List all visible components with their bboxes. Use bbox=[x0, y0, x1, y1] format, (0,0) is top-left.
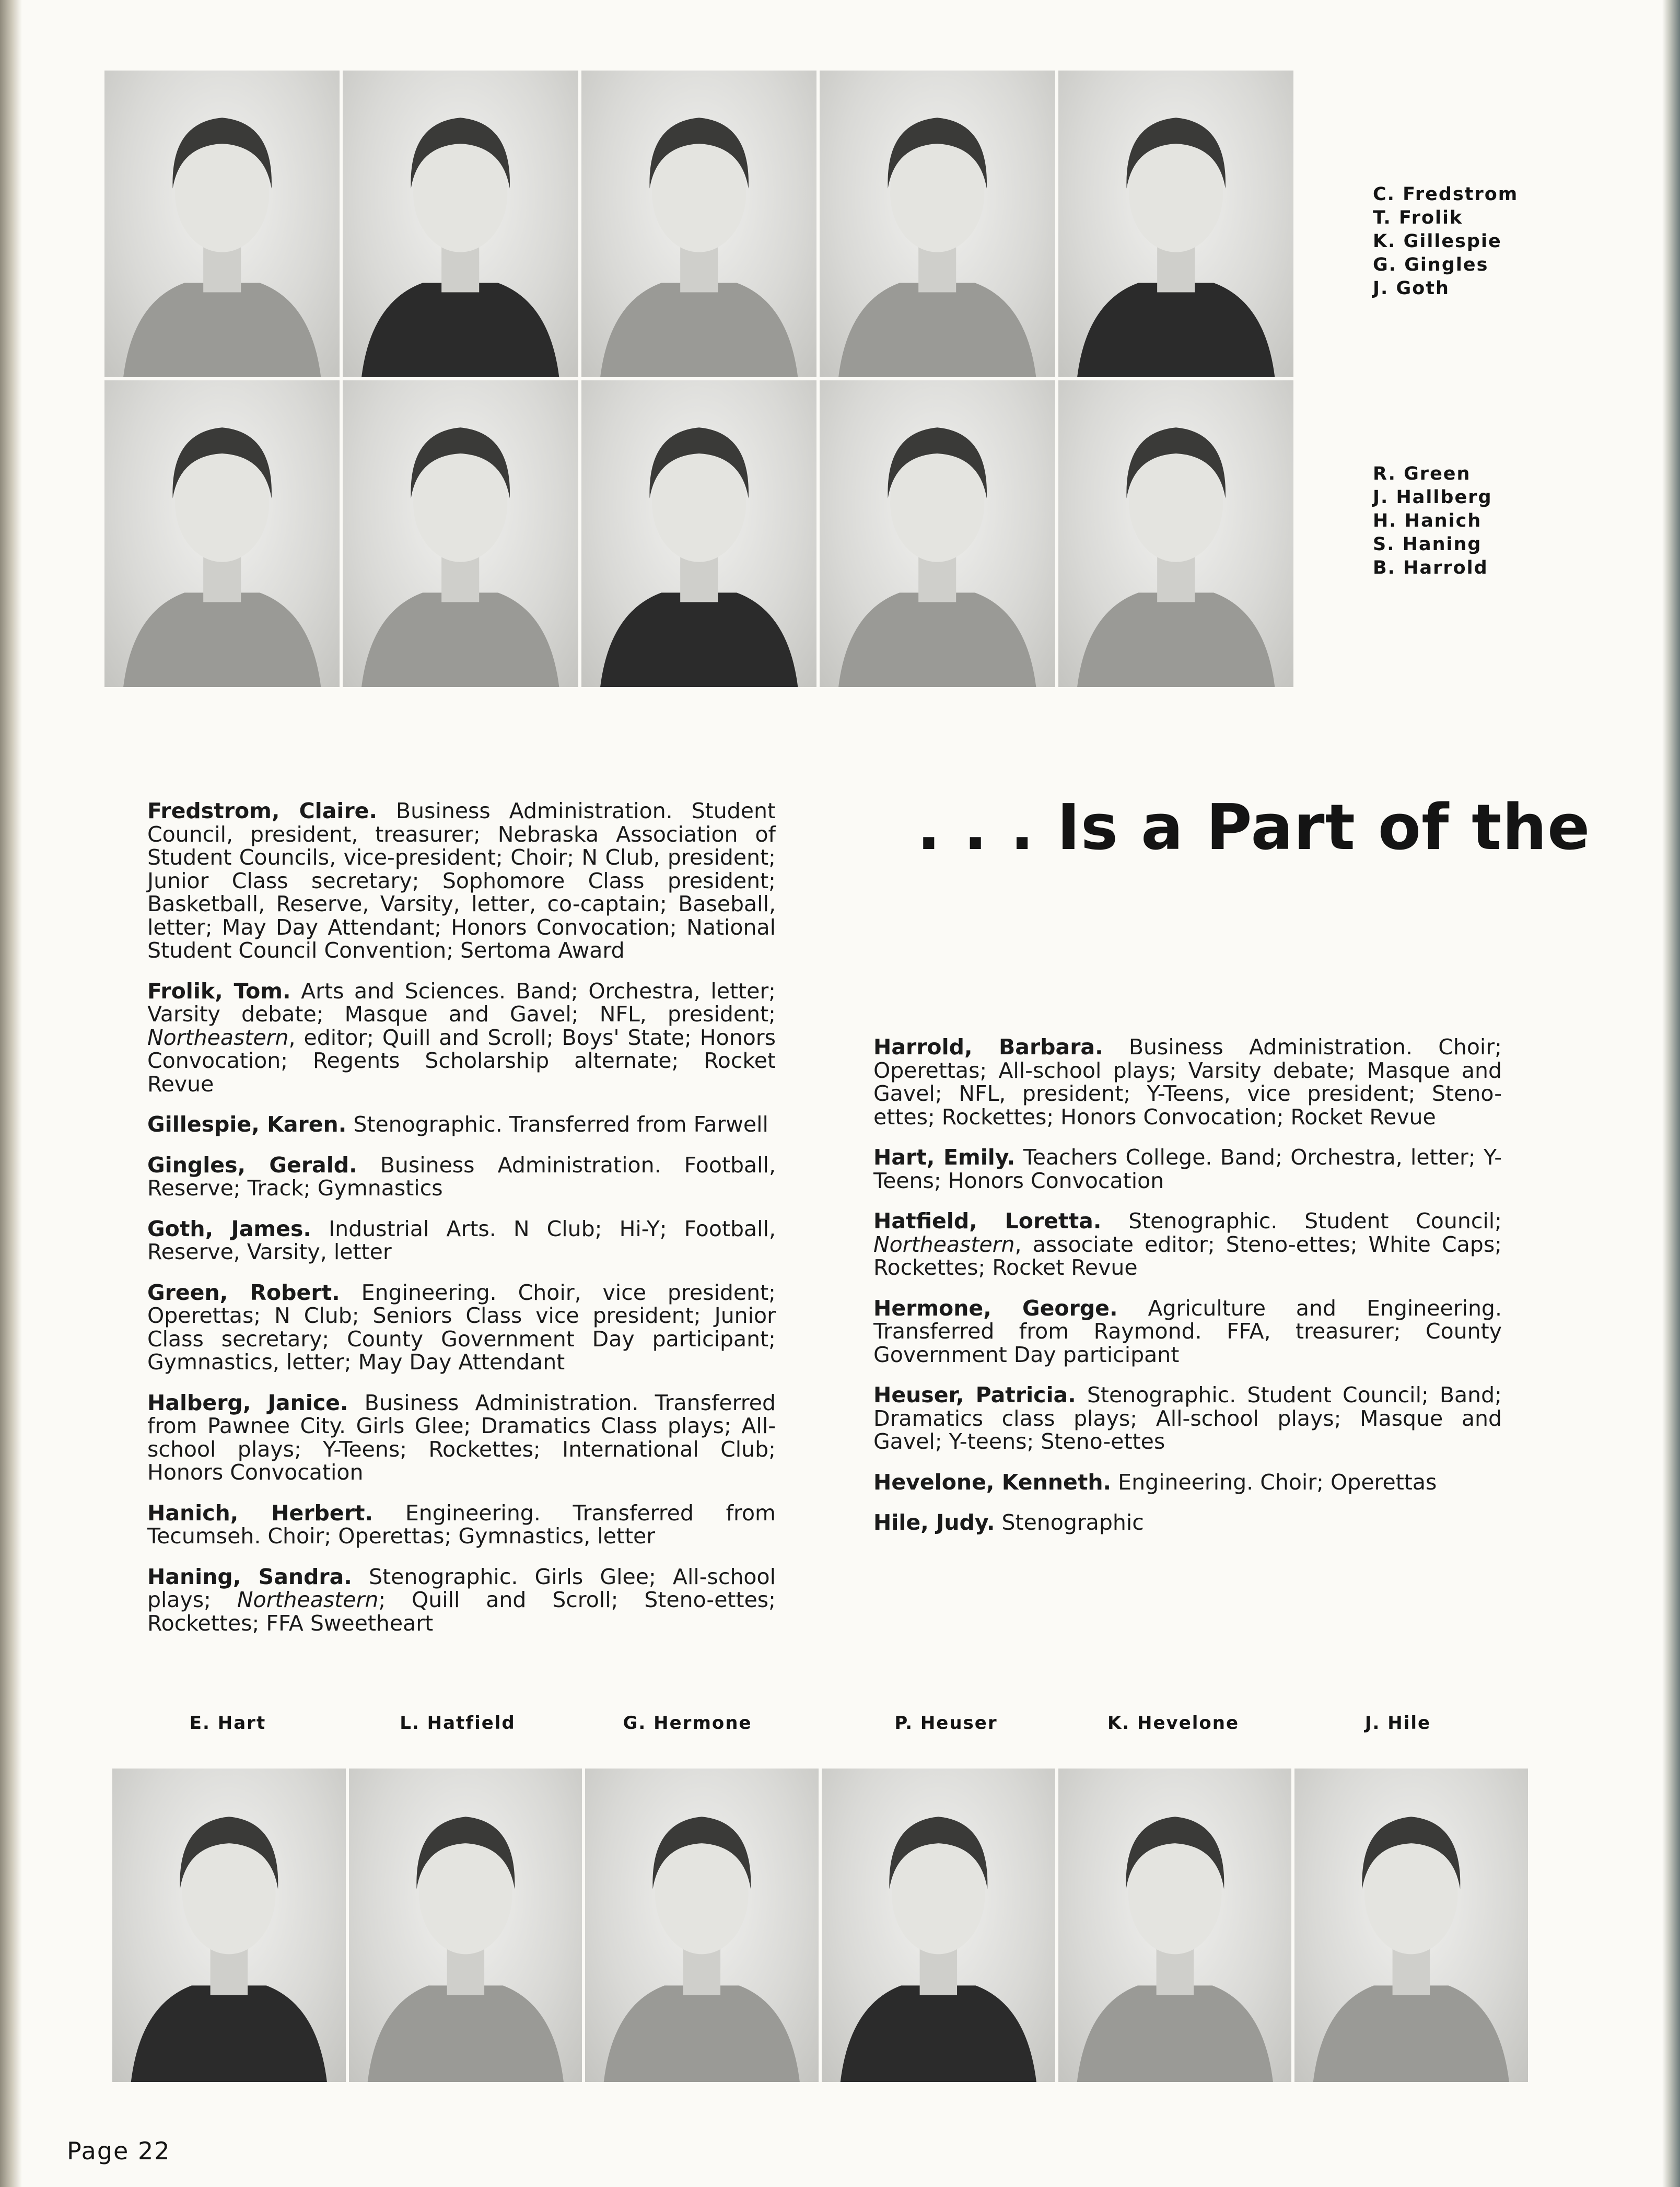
bio-entry bbox=[147, 1391, 776, 1484]
caption-name: J. Goth bbox=[1373, 278, 1450, 299]
bio-text: Stenographic bbox=[1001, 1510, 1144, 1535]
bio-name: Halberg, Janice. bbox=[147, 1390, 348, 1415]
bio-entry bbox=[873, 1383, 1502, 1453]
bio-text: Arts and Sciences. Band; Orchestra, letter; Varsity debate; Masque and Gavel; NFL, president; Northeastern, editor; Quill and Scroll; Boys' State; Honors Convocation; Regents Scholarship alternate; Rocket Revue bbox=[147, 978, 776, 1097]
bio-entry bbox=[147, 1154, 776, 1200]
portrait-g-gingles bbox=[820, 71, 1055, 377]
bio-text: Engineering. Transferred from Tecumseh. Choir; Operettas; Gymnastics, letter bbox=[147, 1500, 776, 1549]
caption-name: B. Harrold bbox=[1373, 557, 1488, 578]
bio-name: Hevelone, Kenneth. bbox=[873, 1469, 1112, 1495]
bio-name: Haning, Sandra. bbox=[147, 1564, 352, 1589]
page-headline: . . . Is a Part of the bbox=[917, 792, 1591, 864]
top-row-name-list bbox=[1373, 183, 1518, 300]
bio-entry bbox=[873, 1471, 1502, 1494]
bio-name: Hermone, George. bbox=[873, 1295, 1118, 1321]
bio-name: Hile, Judy. bbox=[873, 1510, 995, 1535]
bio-name: Goth, James. bbox=[147, 1216, 311, 1241]
caption-name: G. Gingles bbox=[1373, 254, 1489, 275]
bottom-caption-name: L. Hatfield bbox=[400, 1713, 516, 1734]
page-number: Page 22 bbox=[67, 2137, 171, 2165]
senior-portrait-grid-bottom bbox=[112, 1769, 1528, 2082]
bottom-caption-name: J. Hile bbox=[1364, 1713, 1431, 1734]
bio-text: Business Administration. Choir; Operettas; All-school plays; Varsity debate; Masque and Gavel; NFL, president; Y-Teens, vice president; Steno-ettes; Rockettes; Honors Convocation; Rocket Revue bbox=[873, 1034, 1502, 1130]
senior-portrait-grid-top bbox=[104, 71, 1293, 687]
bio-text: Stenographic. Transferred from Farwell bbox=[353, 1112, 768, 1137]
bottom-caption-name: E. Hart bbox=[189, 1713, 266, 1734]
bio-name: Fredstrom, Claire. bbox=[147, 798, 378, 823]
portrait-j-hile bbox=[1294, 1769, 1528, 2082]
bio-text: Business Administration. Student Council, president, treasurer; Nebraska Association of Student Councils, vice-president; Choir; N Club, president; Junior Class secretary; Sophomore Class president; Basketball, Reserve, Varsity, letter, co-captain; Baseball, letter; May Day Attendant; Honors Convocation; National Student Council Convention; Sertoma Award bbox=[147, 798, 776, 963]
bio-entry bbox=[147, 1281, 776, 1374]
portrait-p-heuser bbox=[822, 1769, 1055, 2082]
bio-text: Stenographic. Girls Glee; All-school plays; Northeastern; Quill and Scroll; Steno-ettes; Rockettes; FFA Sweetheart bbox=[147, 1564, 776, 1636]
portrait-e-hart bbox=[112, 1769, 346, 2082]
portrait-g-hermone bbox=[585, 1769, 819, 2082]
middle-row-name-list bbox=[1373, 462, 1492, 580]
bio-entry bbox=[147, 1502, 776, 1548]
bio-text: Teachers College. Band; Orchestra, letter; Y-Teens; Honors Convocation bbox=[873, 1145, 1502, 1193]
bottom-caption-name: P. Heuser bbox=[894, 1713, 998, 1734]
bio-text: Business Administration. Transferred from Pawnee City. Girls Glee; Dramatics Class plays; All-school plays; Y-Teens; Rockettes; International Club; Honors Convocation bbox=[147, 1390, 776, 1485]
bio-entry bbox=[147, 980, 776, 1096]
caption-name: S. Haning bbox=[1373, 534, 1482, 555]
caption-name: C. Fredstrom bbox=[1373, 184, 1519, 205]
bio-entry bbox=[873, 1511, 1502, 1534]
caption-name: J. Hallberg bbox=[1373, 487, 1492, 508]
bio-name: Green, Robert. bbox=[147, 1279, 340, 1305]
bio-name: Frolik, Tom. bbox=[147, 978, 291, 1004]
bio-name: Hatfield, Loretta. bbox=[873, 1208, 1102, 1234]
bio-text: Industrial Arts. N Club; Hi-Y; Football, Reserve, Varsity, letter bbox=[147, 1216, 776, 1264]
portrait-c-fredstrom bbox=[104, 71, 340, 377]
biography-column-left bbox=[147, 799, 776, 1652]
bio-name: Hart, Emily. bbox=[873, 1145, 1016, 1170]
bio-text: Engineering. Choir; Operettas bbox=[1118, 1469, 1437, 1495]
bio-text: Engineering. Choir, vice president; Operettas; N Club; Seniors Class vice president; Junior Class secretary; County Government Day participant; Gymnastics, letter; May Day Attendant bbox=[147, 1279, 776, 1375]
bio-name: Gingles, Gerald. bbox=[147, 1152, 357, 1178]
bottom-caption-name: G. Hermone bbox=[623, 1713, 752, 1734]
portrait-r-green bbox=[104, 380, 340, 687]
bio-entry bbox=[147, 1113, 776, 1136]
bio-text: Stenographic. Student Council; Band; Dramatics class plays; All-school plays; Masque and Gavel; Y-teens; Steno-ettes bbox=[873, 1382, 1502, 1454]
bio-entry bbox=[873, 1036, 1502, 1129]
bio-name: Heuser, Patricia. bbox=[873, 1382, 1076, 1407]
portrait-j-hallberg bbox=[343, 380, 578, 687]
bio-entry bbox=[873, 1297, 1502, 1367]
caption-name: R. Green bbox=[1373, 463, 1471, 484]
bio-entry bbox=[873, 1146, 1502, 1192]
bottom-caption-name: K. Hevelone bbox=[1107, 1713, 1240, 1734]
bio-entry bbox=[147, 1217, 776, 1264]
portrait-k-gillespie bbox=[581, 71, 816, 377]
bio-text: Stenographic. Student Council; Northeastern, associate editor; Steno-ettes; White Caps; Rockettes; Rocket Revue bbox=[873, 1208, 1502, 1280]
bio-entry bbox=[873, 1209, 1502, 1279]
bio-text: Business Administration. Football, Reserve; Track; Gymnastics bbox=[147, 1152, 776, 1201]
bio-name: Harrold, Barbara. bbox=[873, 1034, 1103, 1060]
biography-column-right bbox=[873, 1036, 1502, 1552]
portrait-l-hatfield bbox=[349, 1769, 582, 2082]
portrait-s-haning bbox=[820, 380, 1055, 687]
bio-text: Agriculture and Engineering. Transferred from Raymond. FFA, treasurer; County Government Day participant bbox=[873, 1295, 1502, 1367]
portrait-h-hanich bbox=[581, 380, 816, 687]
portrait-t-frolik bbox=[343, 71, 578, 377]
bio-name: Hanich, Herbert. bbox=[147, 1500, 374, 1526]
bio-name: Gillespie, Karen. bbox=[147, 1112, 347, 1137]
caption-name: K. Gillespie bbox=[1373, 231, 1502, 252]
binding-edge-right bbox=[1662, 0, 1680, 2187]
bio-entry bbox=[147, 1565, 776, 1635]
caption-name: H. Hanich bbox=[1373, 510, 1482, 531]
portrait-b-harrold bbox=[1058, 380, 1293, 687]
portrait-k-hevelone bbox=[1058, 1769, 1292, 2082]
caption-name: T. Frolik bbox=[1373, 207, 1463, 228]
binding-edge-left bbox=[0, 0, 22, 2187]
bio-entry bbox=[147, 799, 776, 962]
portrait-j-goth bbox=[1058, 71, 1293, 377]
